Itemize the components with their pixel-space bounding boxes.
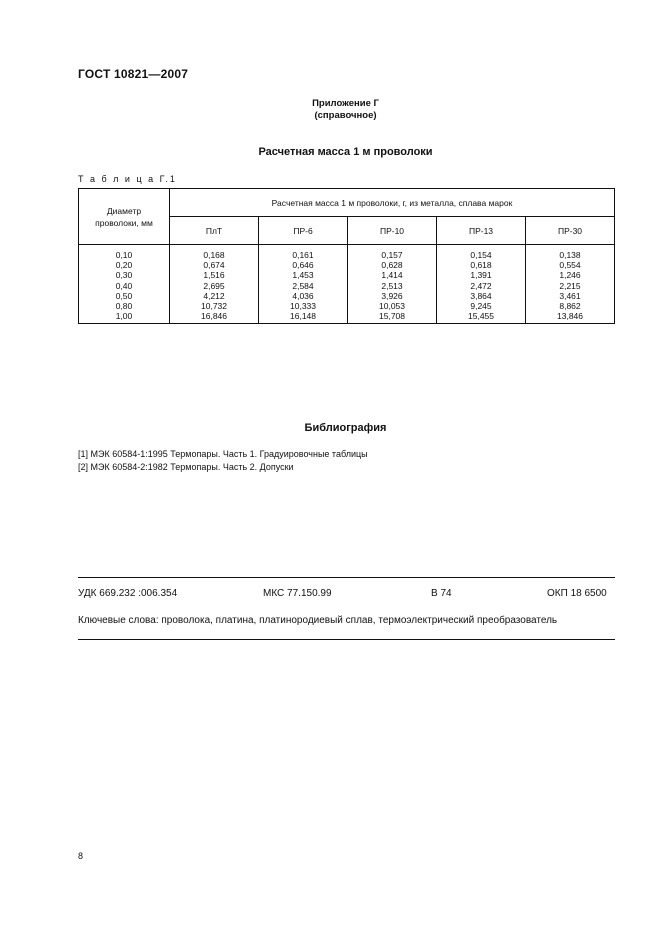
table-cell: 0,674	[203, 260, 225, 271]
group-header: Расчетная масса 1 м проволоки, г, из металла, сплава марок	[170, 189, 615, 217]
table-cell: 16,846	[201, 311, 227, 322]
table-cell: 0,10	[115, 250, 133, 260]
bibliography-title: Библиография	[304, 422, 387, 434]
table-label: Т а б л и ц а Г.1	[78, 174, 177, 184]
table-cell: 3,864	[470, 290, 492, 301]
table-cell: 1,453	[292, 270, 314, 281]
table-cell: 15,708	[379, 311, 405, 322]
column-header: ПР-6	[259, 217, 348, 245]
table-cell: 0,618	[470, 260, 492, 271]
table-cell: 1,246	[559, 270, 581, 281]
mks-code: МКС 77.150.99	[263, 588, 332, 599]
table-cell: 16,148	[290, 311, 316, 322]
pr6-column	[259, 245, 348, 324]
divider	[78, 639, 615, 640]
plt-column	[170, 245, 259, 324]
standard-header: ГОСТ 10821—2007	[78, 67, 189, 81]
column-header: ПР-30	[526, 217, 615, 245]
table-cell: 0,138	[559, 250, 581, 260]
table-cell: 0,40	[115, 280, 133, 291]
mass-table	[78, 188, 615, 324]
table-cell: 1,391	[470, 270, 492, 281]
column-header: ПР-10	[348, 217, 437, 245]
table-cell: 0,157	[381, 250, 403, 260]
table-cell: 1,00	[115, 311, 133, 322]
diameter-header	[79, 189, 170, 245]
table-cell: 15,455	[468, 311, 494, 322]
table-cell: 3,461	[559, 290, 581, 301]
pr30-column	[526, 245, 615, 324]
table-cell: 0,161	[292, 250, 314, 260]
table-cell: 2,513	[381, 280, 403, 291]
table-cell: 13,846	[557, 311, 583, 322]
table-cell: 10,732	[201, 300, 227, 311]
diameter-header-line2: проволоки, мм	[95, 217, 153, 228]
keywords: Ключевые слова: проволока, платина, платинородиевый сплав, термоэлектрический преобразователь	[78, 615, 558, 626]
divider	[78, 577, 615, 578]
table-cell: 0,30	[115, 270, 133, 281]
table-cell: 0,168	[203, 250, 225, 260]
okp-code: ОКП 18 6500	[547, 588, 607, 599]
table-cell: 0,20	[115, 260, 133, 271]
table-cell: 1,516	[203, 270, 225, 281]
classification-code: В 74	[431, 588, 452, 599]
bibliography-item: [2] МЭК 60584-2:1982 Термопары. Часть 2. Допуски	[78, 462, 294, 472]
table-cell: 1,414	[381, 270, 403, 281]
table-cell: 2,215	[559, 280, 581, 291]
appendix-subtitle: (справочное)	[314, 110, 377, 121]
udk-code: УДК 669.232 :006.354	[78, 588, 178, 599]
table-cell: 2,695	[203, 280, 225, 291]
table-body-row	[79, 245, 615, 324]
table-cell: 0,50	[115, 290, 133, 301]
page-number: 8	[78, 851, 84, 861]
table-cell: 0,628	[381, 260, 403, 271]
table-cell: 0,154	[470, 250, 492, 260]
table-cell: 4,036	[292, 290, 314, 301]
table-cell: 8,862	[559, 300, 581, 311]
diameter-column	[79, 245, 170, 324]
column-header: ПР-13	[437, 217, 526, 245]
pr13-column	[437, 245, 526, 324]
table-cell: 0,554	[559, 260, 581, 271]
table-cell: 2,584	[292, 280, 314, 291]
diameter-header-line1: Диаметр	[106, 205, 142, 216]
section-title: Расчетная масса 1 м проволоки	[258, 146, 433, 158]
table-cell: 0,80	[115, 300, 133, 311]
table-cell: 0,646	[292, 260, 314, 271]
table-cell: 4,212	[203, 290, 225, 301]
bibliography-item: [1] МЭК 60584-1:1995 Термопары. Часть 1. Градуировочные таблицы	[78, 449, 368, 459]
table-cell: 3,926	[381, 290, 403, 301]
table-cell: 10,053	[379, 300, 405, 311]
column-header: ПлТ	[170, 217, 259, 245]
pr10-column	[348, 245, 437, 324]
table-cell: 2,472	[470, 280, 492, 291]
table-cell: 10,333	[290, 300, 316, 311]
appendix-title: Приложение Г	[312, 98, 379, 109]
table-cell: 9,245	[470, 300, 492, 311]
